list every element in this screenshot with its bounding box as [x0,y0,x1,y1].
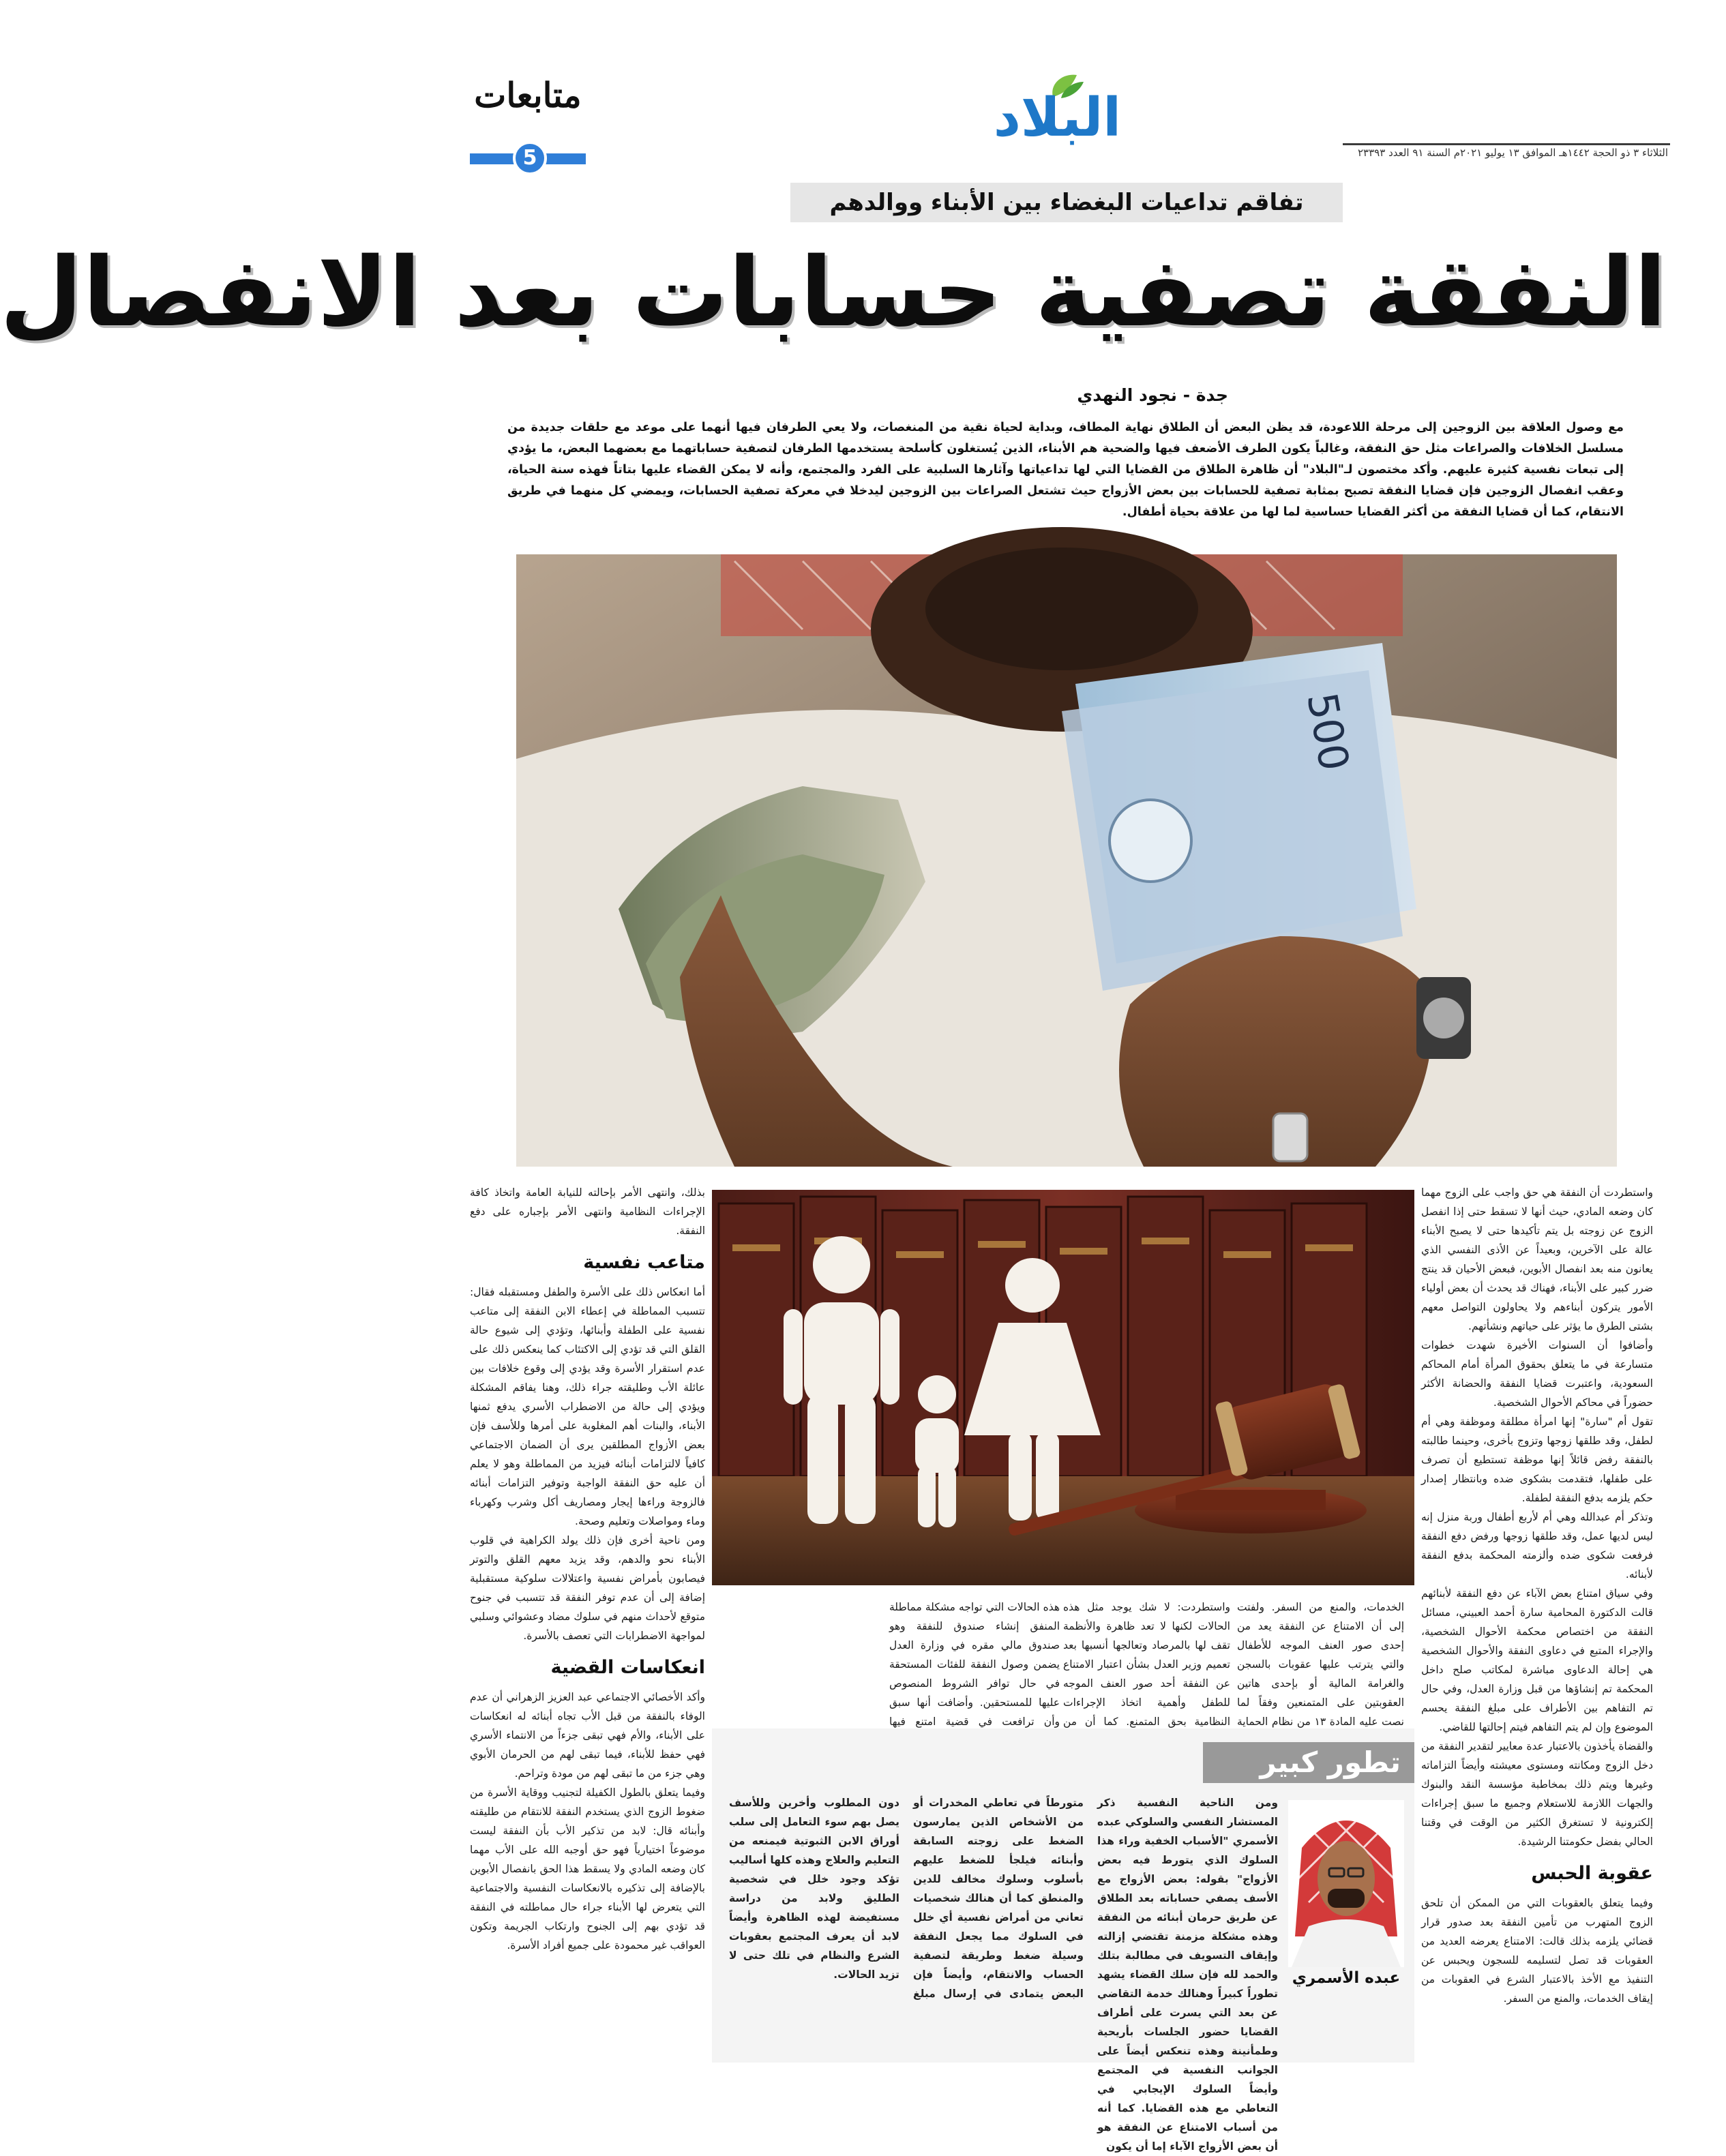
paragraph: وأكد الأخصائي الاجتماعي عبد العزيز الزهراني أن عدم الوفاء بالنفقة من قبل الأب تجاه أبنائه له انعكاسات على الأبناء، والأم فهي تبقى جزءاً من الانتماء الأسري فهي حفظ للأبناء، فيما تبقى لهم من الحرمان الأبوي وهي جزء من ما تبقى لهم من مودة وتراحم. [470,1691,705,1780]
paragraph: أما انعكاس ذلك على الأسرة والطفل ومستقبله فقال: تتسبب المماطلة في إعطاء الابن النفقة إلى متاعب نفسية على الطفلة وأبنائها، وتؤدي إلى شيوع حالة القلق التي قد تؤدي إلى الاكتئاب كما ينعكس ذلك على عدم استقرار الأسرة وقد يؤدي إلى وقوع خلافات بين عائلة الأب وطليقته جراء ذلك، وهنا يفاقم المشكلة ويؤدي إلى حالة من الاضطراب الأسري يدفع ثمنها الأبناء، والبنات أهم المغلوبة على أمرها وللأسف فإن بعض الأزواج المطلقين يرى أن الضمان الاجتماعي كافياً لالتزامات أبنائه فيزيد من المماطلة وهو لا يعلم أن عليه حق النفقة الواجبة وتوفير التزامات أبنائه فالزوجة وراءها إيجار ومصاريف أكل وشرب وكهرباء وماء ومواصلات وتعليم وصحة. [470,1286,705,1527]
subhead-case-repercussions: انعكاسات القضية [550,1657,705,1678]
section-title: متابعات [474,75,582,115]
subhead-psychological-troubles: متاعب نفسية [583,1252,705,1273]
portrait-caption-name: عبده الأسمري [1292,1969,1401,1987]
subhead-prison-penalty: عقوبة الحبس [1531,1863,1653,1884]
svg-text:500: 500 [1297,689,1358,775]
page-number: 5 [513,141,547,175]
newspaper-logo [993,68,1135,149]
paragraph: تقول أم "سارة" إنها امرأة مطلقة وموظفة وهي أم لطفل، وقد طلقها زوجها وتزوج بأخرى، وحينما طالبته بالنفقة رفض قائلاً إنها موظفة تستطيع أن تصرف على طفلها، فتقدمت بشكوى ضده وبانتظار إصدار حكم يلزمه بدفع النفقة لطفلة. [1421,1416,1653,1504]
paragraph: والقضاة يأخذون بالاعتبار عدة معايير لتقدير النفقة من دخل الزوج ومكانته ومستوى معيشته وأيضاً التزاماته وغيرها ويتم ذلك بمخاطبة مؤسسة النقد والبنوك والجهات اللازمة للاستعلام وجميع ما سبق إجراءات إلكترونية لا تستغرق الكثير من الوقت في وقتنا الحالي بفضل حكومتنا الرشيدة. [1421,1740,1653,1848]
paragraph: وفيما يتعلق بالطول الكفيلة لتجنيب ووقاية الأسرة من ضغوط الزوج الذي يستخدم النفقة للانتقام من طليقته وأبنائه قال: لابد من تذكير الأب بأن النفقة ليست موضوعاً اختيارياً فهو حق أوجبه الله على الأب مهما كان وضعه المادي ولا يسقط هذا الحق بانفصال الأبوين بالإضافة إلى تذكيره بالانعكاسات النفسية والاجتماعية التي يتعرض لها الأبناء جراء حال مماطلته في النفقة قد تؤدي بهم إلى الجنوح وارتكاب الجريمة وتكون العواقب غير محمودة على جميع أفراد الأسرة. [470,1786,705,1951]
kicker-headline: تفاقم تداعيات البغضاء بين الأبناء ووالدهم [790,183,1343,222]
paragraph: واستطردت أن النفقة هي حق واجب على الزوج مهما كان وضعه المادي، حيث أنها لا تسقط حتى إذا انفصل الزوج عن زوجته بل يتم تأكيدها حتى لا يصبح الأبناء عالة على الآخرين، وبعيداً عن الأذى النفسي الذي يعانون منه بعد انفصال الأبوين، فبعض الأحيان قد ينتج ضرر كبير على الأبناء، فهناك قد يحدث أن بعض أولياء الأمور يتركون أبناءهم ولا يحاولون التواصل معهم بشتى الطرق ما يؤثر على حياتهم ونشأتهم. [1421,1186,1653,1332]
paragraph: ومن ناحية أخرى فإن ذلك يولد الكراهية في قلوب الأبناء نحو والدهم، وقد يزيد معهم القلق والتوتر فيصابون بأمراض نفسية واعتلالات سلوكية مستقبلية إضافة إلى أن عدم توفر النفقة قد تتسبب في جنوح متوقع لأحداث منهم في سلوك مضاد وعشوائي وسلبي لمواجهة الاضطرابات التي تعصف بالأسرة. [470,1534,705,1642]
family-gavel-photo [712,1190,1414,1585]
paragraph: بذلك، وانتهى الأمر بإحالته للنيابة العامة واتخاذ كافة الإجراءات النظامية وانتهى الأمر بإجباره على دفع النفقة. [470,1186,705,1237]
lede-paragraph: مع وصول العلاقة بين الزوجين إلى مرحلة اللاعودة، قد يظن البعض أن الطلاق نهاية المطاف، وبداية لحياة نقية من المنغصات، ولا يعي الطرفان فيها أنهما على موعد مع حلقات جديدة من مسلسل الخلافات والصراعات مثل حق النفقة، وغالباً يكون الطرف الأضعف فيها والضحية هم الأبناء، الذين يُستغلون كأسلحة يستخدمها الطرفان لتصفية حساباتهما مع بعضهما البعض، ما يؤدي إلى تبعات نفسية كثيرة عليهم. وأكد مختصون لـ"البلاد" أن ظاهرة الطلاق من القضايا التي لها تداعياتها وآثارها السلبية على الفرد والمجتمع، وأنه لا يمكن القضاء عليها بتاتاً فهذه سنة الحياة، وعقب انفصال الزوجين فإن قضايا النفقة تصبح بمثابة تصفية للحسابات بين بعض الأزواج حيث تشتعل الصراعات بين الزوجين ليدخلا في معركة تصفية الحسابات، ويمضي كل منهما في طريق الانتقام، كما أن قضايا النفقة من أكثر القضايا حساسية لما لها من علاقة بحياة أطفال. [507,421,1624,519]
banknotes-illustration [516,554,1617,1167]
paragraph: وأضافوا أن السنوات الأخيرة شهدت خطوات متسارعة في ما يتعلق بحقوق المرأة أمام المحاكم السعودية، واعتبرت قضايا النفقة والحضانة الأكثر حضوراً في محاكم الأحوال الشخصية. [1421,1339,1653,1409]
sidebar-column-2: متورطاً في تعاطي المخدرات أو من الأشخاص الذين يمارسون الضغط على زوجته السابقة وأبنائه فيلجأ للضغط عليهم بأسلوب وسلوك مخالف للدين والمنطق كما أن هنالك شخصيات تعاني من أمراض نفسية أي خلل في السلوك مما يجعل النفقة وسيلة ضغط وطريقة لتصفية الحساب والانتقام، وأيضاً فإن البعض يتمادى في إرسال مبلغ دون المطلوب وأخرين وللأسف يصل بهم سوء التعامل إلى سلب أوراق الابن الثبوتية فيمنعه من التعليم والعلاج وهذه كلها أساليب تؤكد وجود خلل في شخصية الطليق ولابد من دراسة مستفيضة لهذه الظاهرة وأيضاً لابد أن يعرف المجتمع بعقوبات الشرع والنظام في تلك حتى لا تزيد الحالات. [729,1797,1084,2000]
issue-date-line: الثلاثاء ٣ ذو الحجة ١٤٤٢هـ الموافق ١٣ يوليو ٢٠٢١م السنة ٩١ العدد ٢٣٣٩٣ [1358,147,1668,159]
article-column-mid-2: واستطردت: لا شك يوجد مثل هذه الحالات لكنها لا تعد ظاهرة والأنظمة تقف لها بالمرصاد وتعالجها أنسبها بعد تعميم وزير العدل بشأن اعتبار الامتناع عن النفقة أحد صور العنف الموجه للطفل وأهمية اتخاذ الإجراءات النظامية بحق المتمنع. كما أن من [1063,1601,1230,1728]
header-rule [1343,143,1670,145]
main-photo-banknotes [516,554,1617,1167]
article-column-left [470,1183,705,2063]
paragraph: وفيما يتعلق بالعقوبات التي من الممكن أن تلحق الزوج المتهرب من تأمين النفقة بعد صدور قرار قضائي يلزمه بذلك قالت: الامتناع يعرضه العديد من العقوبات قد تصل لتسليمه للسجون ويحبس عن التنفيذ مع الأخذ بالاعتبار الشرع في العقوبات من إيقاف الخدمات، والمنع من السفر. [1421,1897,1653,2005]
portrait-illustration [1288,1800,1404,1967]
family-gavel-illustration [712,1190,1414,1585]
main-headline: النفقة تصفية حسابات بعد الانفصال [0,237,1667,348]
sidebar-column-1: ومن الناحية النفسية ذكر المستشار النفسي والسلوكي عبده الأسمري "الأسباب الخفية وراء هذا السلوك الذي يتورط فيه بعض الأزواج" بقوله: بعض الأزواج مع الأسف يصفي حساباته بعد الطلاق عن طريق حرمان أبنائه من النفقة وهذه مشكلة مزمنة تقتضي إزالته وإيقاف التسويف في مطالبة بتلك والحمد لله فإن سلك القضاء يشهد تطوراً كبيراً وهنالك خدمة التقاضي عن بعد التي يسرت على أطراف القضايا حضور الجلسات بأريحية وطمأنينة وهذه تنعكس أيضاً على الجوانب النفسية في المجتمع وأيضاً السلوك الإيجابي في التعاطي مع هذه القضايا. كما أنه من أسباب الامتناع عن النفقة هو أن بعض الأزواج الآباء إما أن يكون [1097,1797,1278,2153]
paragraph: وفي سياق امتناع بعض الآباء عن دفع النفقة لأبنائهم قالت الدكتورة المحامية سارة أحمد العبيني، مسائل النفقة من اختصاص محكمة الأحوال الشخصية، والإجراء المتبع في دعاوى النفقة والأحوال الشخصية هي إحالة الدعاوى مباشرة لمكاتب صلح داخل المحكمة تم إنشاؤها من قبل وزارة العدل، وفي حال تم التفاهم بين الأطراف على مبلغ النفقة يحسم الموضوع وإن لم يتم التفاهم فيتم إحالتها للقاضي. [1421,1587,1653,1733]
article-column-mid-3: هذه الحالات التي تواجه مشكلة مماطلة المنفق إنشاء صندوق للنفقة وهو صندوق مالي مقره في وزارة العدل يضمن وصول النفقة للفئات المستحقة في حال توافر الشروط المنصوص عليها للمستحقين. وأضافت أنها سبق وأن ترافعت في قضية امتنع فيها [889,1601,1060,1728]
paragraph: وتذكر أم عبدالله وهي أم لأربع أطفال وربة منزل إنه ليس لديها عمل، وقد طلقها زوجها ورفض دفع النفقة فرفعت شكوى ضده وألزمته المحكمة بدفع النفقة لأبنائه. [1421,1511,1653,1581]
logo-text: البلاد [993,87,1121,149]
portrait-photo [1288,1800,1404,1967]
article-column-mid-1: الخدمات، والمنع من السفر. ولفتت إلى أن الامتناع عن النفقة يعد من إحدى صور العنف الموجه للأطفال والتي يترتب عليها عقوبات بالسجن والغرامة المالية أو بإحدى هاتين العقوبتين على المتمنعين وفقاً لما نصت عليه المادة ١٣ من نظام الحماية [1237,1601,1404,1728]
sidebar-title: تطور كبير [1260,1746,1401,1779]
byline: جدة - نجود النهدي [1077,385,1228,405]
article-column-right [1421,1183,1653,2063]
